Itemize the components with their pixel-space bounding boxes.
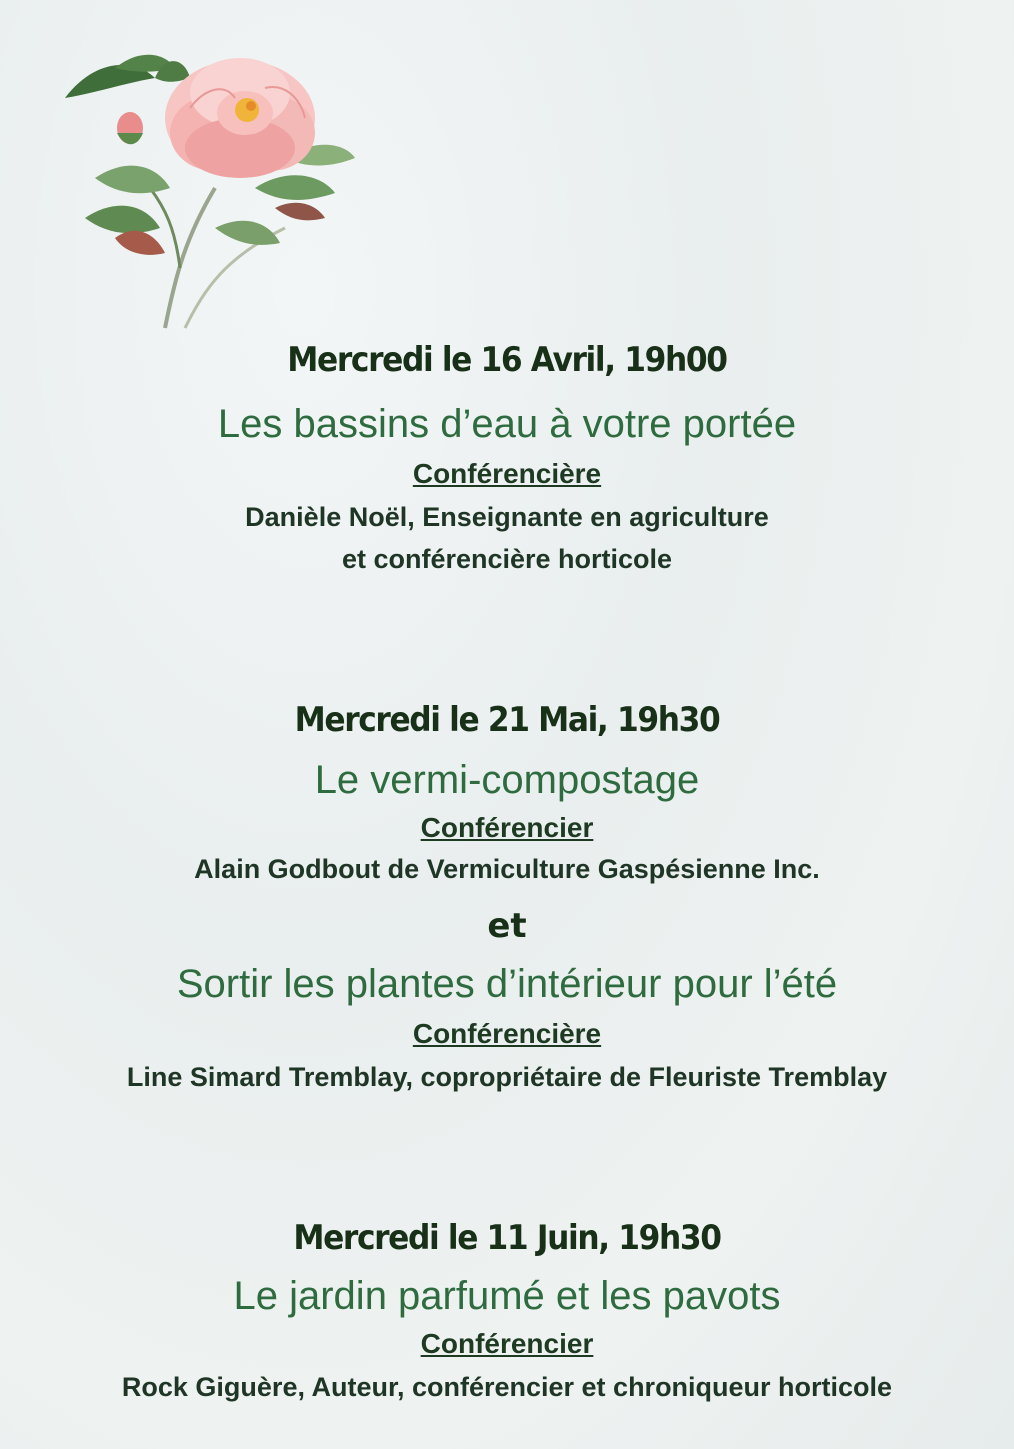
event-2-title-2: Sortir les plantes d’intérieur pour l’été: [176, 962, 838, 1006]
event-2-title: Le vermi-compostage: [314, 758, 700, 802]
event-2-role: Conférencier: [420, 812, 594, 843]
event-1-desc-line-2: et conférencière horticole: [341, 544, 673, 574]
event-3-desc-line-1: Rock Giguère, Auteur, conférencier et chroniqueur horticole: [121, 1372, 893, 1402]
event-3-role: Conférencier: [420, 1328, 594, 1359]
event-1-title: Les bassins d’eau à votre portée: [217, 402, 797, 446]
event-3-title: Le jardin parfumé et les pavots: [233, 1274, 781, 1318]
event-2-role-2: Conférencière: [412, 1018, 602, 1049]
event-2-date: Mercredi le 21 Mai, 19h30: [294, 700, 720, 740]
event-1-role: Conférencière: [412, 458, 602, 489]
event-2-desc-line-1: Alain Godbout de Vermiculture Gaspésienne Inc.: [194, 854, 820, 884]
peony-illustration: [55, 38, 375, 338]
event-1-desc-line-1: Danièle Noël, Enseignante en agriculture: [245, 502, 769, 532]
event-2-desc-2: Line Simard Tremblay, copropriétaire de Fleuriste Tremblay: [126, 1062, 888, 1092]
event-2-connector: et: [487, 906, 527, 946]
event-1-date: Mercredi le 16 Avril, 19h00: [287, 340, 727, 380]
event-3-date: Mercredi le 11 Juin, 19h30: [293, 1218, 721, 1258]
